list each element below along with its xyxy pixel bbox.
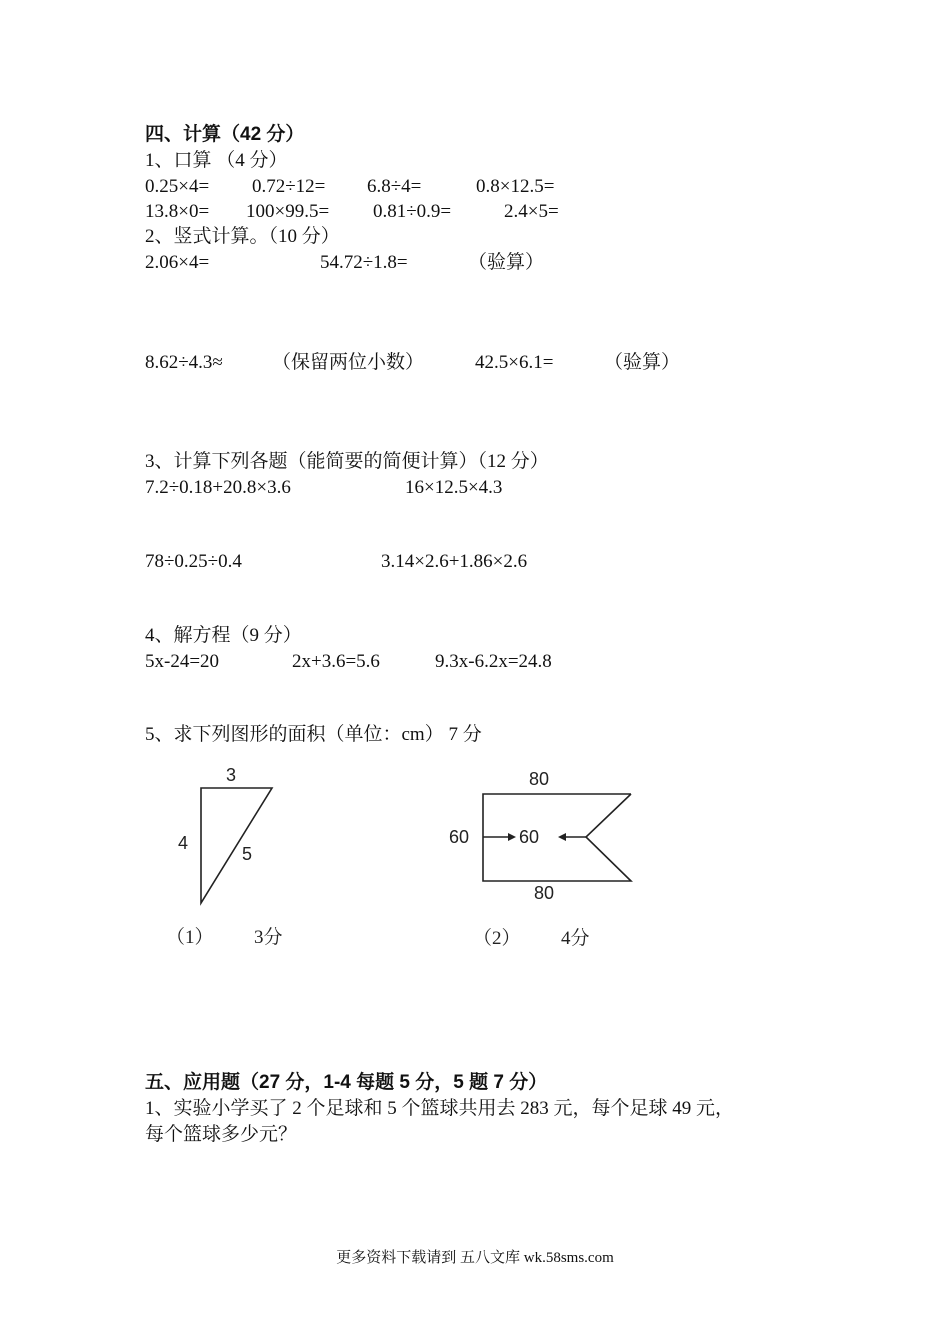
section-5-q1-line1: 1、实验小学买了 2 个足球和 5 个篮球共用去 283 元，每个足球 49 元， xyxy=(145,1098,735,1119)
q2-item: （验算） xyxy=(604,352,681,373)
q1-item: 0.72÷12= xyxy=(252,176,326,197)
q3-item: 3.14×2.6+1.86×2.6 xyxy=(381,551,528,572)
section-5-q1-line2: 每个篮球多少元？ xyxy=(145,1124,298,1145)
q1-item: 0.81÷0.9= xyxy=(373,201,452,222)
q2-item: 42.5×6.1= xyxy=(475,352,554,373)
q3-item: 7.2÷0.18+20.8×3.6 xyxy=(145,477,291,498)
q4-title: 4、解方程（9 分） xyxy=(145,625,302,646)
notched-rectangle-figure xyxy=(449,769,631,949)
q3-title: 3、计算下列各题（能简要的简便计算）（12 分） xyxy=(145,451,549,472)
q3-item: 78÷0.25÷0.4 xyxy=(145,551,242,572)
q3-item: 16×12.5×4.3 xyxy=(405,477,503,498)
fig1-caption-number: （1） xyxy=(166,927,214,948)
q1-item: 0.25×4= xyxy=(145,176,210,197)
rect-bottom-label: 80 xyxy=(534,883,555,903)
q5-title: 5、求下列图形的面积（单位：cm） 7 分 xyxy=(145,724,482,745)
triangle-figure xyxy=(166,765,283,948)
triangle-top-label: 3 xyxy=(226,765,237,785)
fig1-caption-points: 3分 xyxy=(254,927,283,948)
fig2-caption-number: （2） xyxy=(473,928,521,949)
q2-item: 2.06×4= xyxy=(145,252,210,273)
arrowhead-right-icon xyxy=(508,833,516,841)
section-5-title: 五、应用题（27 分，1-4 每题 5 分，5 题 7 分） xyxy=(145,1072,548,1093)
footer-note: 更多资料下载请到 五八文库 wk.58sms.com xyxy=(336,1250,614,1266)
triangle-left-label: 4 xyxy=(178,833,189,853)
fig2-caption-points: 4分 xyxy=(561,928,590,949)
q2-title: 2、竖式计算。（10 分） xyxy=(145,226,340,247)
rect-top-label: 80 xyxy=(529,769,550,789)
section-4-title: 四、计算（42 分） xyxy=(145,124,305,145)
q4-item: 5x-24=20 xyxy=(145,651,220,672)
q1-item: 100×99.5= xyxy=(246,201,330,222)
q1-item: 2.4×5= xyxy=(504,201,559,222)
q2-item: 54.72÷1.8= xyxy=(320,252,408,273)
q2-item: 8.62÷4.3≈ xyxy=(145,352,223,373)
q1-item: 0.8×12.5= xyxy=(476,176,555,197)
triangle-hyp-label: 5 xyxy=(242,844,253,864)
q4-item: 9.3x-6.2x=24.8 xyxy=(435,651,552,672)
arrowhead-left-icon xyxy=(558,833,566,841)
q2-item: （保留两位小数） xyxy=(272,352,425,373)
q1-item: 6.8÷4= xyxy=(367,176,422,197)
rect-left-label: 60 xyxy=(449,827,470,847)
q1-title: 1、口算 （4 分） xyxy=(145,150,288,171)
q4-item: 2x+3.6=5.6 xyxy=(292,651,380,672)
q1-item: 13.8×0= xyxy=(145,201,210,222)
rect-mid-label: 60 xyxy=(519,827,540,847)
q2-item: （验算） xyxy=(468,252,545,273)
